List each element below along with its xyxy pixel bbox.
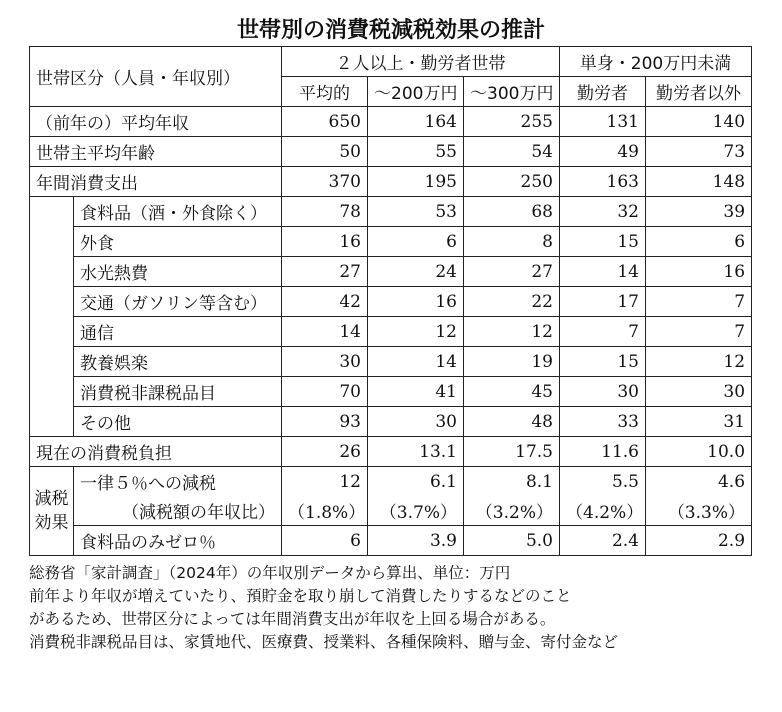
cell: 8: [464, 227, 560, 257]
indent-gutter: [30, 347, 74, 377]
genzei-label: [30, 467, 74, 556]
cell: 55: [368, 137, 464, 167]
cell: 32: [560, 197, 646, 227]
group-header-multi: ２人以上・勤労者世帯: [282, 47, 560, 77]
footnotes: [29, 562, 782, 654]
cell: 17: [560, 287, 646, 317]
cell: 5.0: [464, 526, 560, 556]
cell: 250: [464, 167, 560, 197]
cell: 5.5: [560, 467, 646, 497]
cell: 11.6: [560, 437, 646, 467]
table-row: [30, 526, 752, 556]
footnote: があるため、世帯区分によっては年間消費支出が年収を上回る場合がある。: [29, 610, 556, 628]
genzei-label-line2: 効果: [34, 513, 69, 533]
table-row: [30, 377, 752, 407]
cell: 15: [560, 347, 646, 377]
indent-gutter: [30, 197, 74, 227]
cell: 22: [464, 287, 560, 317]
cell: 14: [282, 317, 368, 347]
page-title: 世帯別の消費税減税効果の推計: [236, 18, 545, 43]
row-label: 水光熱費: [74, 257, 282, 287]
cell: 10.0: [646, 437, 752, 467]
cell: 27: [282, 257, 368, 287]
row-label: 一律５％への減税: [74, 467, 282, 497]
cell: 3.9: [368, 526, 464, 556]
cell: 12: [282, 467, 368, 497]
row-sublabel: （減税額の年収比）: [74, 496, 282, 526]
footnote: 総務省「家計調査」（2024年）の年収別データから算出、単位：万円: [29, 564, 511, 582]
row-label: 食料品（酒・外食除く）: [74, 197, 282, 227]
table-row: [30, 407, 752, 437]
row-label: 食料品のみゼロ％: [74, 526, 282, 556]
cell: 2.9: [646, 526, 752, 556]
table-row: [30, 167, 752, 197]
indent-gutter: [30, 377, 74, 407]
cell: 148: [646, 167, 752, 197]
indent-gutter: [30, 257, 74, 287]
cell: 17.5: [464, 437, 560, 467]
cell: 195: [368, 167, 464, 197]
cell: 68: [464, 197, 560, 227]
indent-gutter: [30, 407, 74, 437]
table-row: [30, 227, 752, 257]
cell: 12: [368, 317, 464, 347]
table-row: [30, 496, 752, 526]
cell: 14: [560, 257, 646, 287]
cell: 31: [646, 407, 752, 437]
row-label: 年間消費支出: [30, 167, 282, 197]
row-label: 交通（ガソリン等含む）: [74, 287, 282, 317]
cell: 140: [646, 107, 752, 137]
genzei-label-line1: 減税: [34, 489, 69, 509]
row-label: 教養娯楽: [74, 347, 282, 377]
cell: 33: [560, 407, 646, 437]
cell: 6: [368, 227, 464, 257]
cell: 2.4: [560, 526, 646, 556]
cell: 164: [368, 107, 464, 137]
cell: 30: [646, 377, 752, 407]
cell: 41: [368, 377, 464, 407]
table-row: [30, 197, 752, 227]
cell: 16: [368, 287, 464, 317]
cell: （3.2%）: [464, 496, 560, 526]
cell: 12: [646, 347, 752, 377]
table-row: [30, 347, 752, 377]
cell: （3.7%）: [368, 496, 464, 526]
cell: 30: [560, 377, 646, 407]
cell: 45: [464, 377, 560, 407]
col-header: 平均的: [282, 77, 368, 107]
col-header: 〜300万円: [464, 77, 560, 107]
cell: （3.3%）: [646, 496, 752, 526]
cell: 15: [560, 227, 646, 257]
table-row: [30, 287, 752, 317]
cell: 12: [464, 317, 560, 347]
row-label: 消費税非課税品目: [74, 377, 282, 407]
cell: 24: [368, 257, 464, 287]
row-label: （前年の）平均年収: [30, 107, 282, 137]
row-label: 世帯主平均年齢: [30, 137, 282, 167]
cell: 255: [464, 107, 560, 137]
cell: 7: [560, 317, 646, 347]
footnote: 前年より年収が増えていたり、預貯金を取り崩して消費したりするなどのこと: [29, 587, 572, 605]
cell: 13.1: [368, 437, 464, 467]
cell: （1.8%）: [282, 496, 368, 526]
cell: 14: [368, 347, 464, 377]
cell: 370: [282, 167, 368, 197]
col-header: 〜200万円: [368, 77, 464, 107]
cell: 48: [464, 407, 560, 437]
cell: 6: [646, 227, 752, 257]
cell: 93: [282, 407, 368, 437]
cell: 50: [282, 137, 368, 167]
indent-gutter: [30, 227, 74, 257]
table-row: [30, 257, 752, 287]
cell: 26: [282, 437, 368, 467]
cell: 49: [560, 137, 646, 167]
table-row: [30, 137, 752, 167]
cell: 19: [464, 347, 560, 377]
col-header: 勤労者: [560, 77, 646, 107]
cell: 163: [560, 167, 646, 197]
cell: 53: [368, 197, 464, 227]
cell: 78: [282, 197, 368, 227]
table-row: [30, 467, 752, 497]
cell: 4.6: [646, 467, 752, 497]
cell: 27: [464, 257, 560, 287]
row-label: 外食: [74, 227, 282, 257]
category-header: 世帯区分（人員・年収別）: [30, 47, 282, 107]
col-header: 勤労者以外: [646, 77, 752, 107]
cell: 73: [646, 137, 752, 167]
cell: 131: [560, 107, 646, 137]
cell: （4.2%）: [560, 496, 646, 526]
cell: 16: [646, 257, 752, 287]
cell: 6: [282, 526, 368, 556]
cell: 7: [646, 317, 752, 347]
indent-gutter: [30, 317, 74, 347]
footnote: 消費税非課税品目は、家賃地代、医療費、授業料、各種保険料、贈与金、寄付金など: [29, 633, 619, 651]
cell: 39: [646, 197, 752, 227]
indent-gutter: [30, 287, 74, 317]
cell: 8.1: [464, 467, 560, 497]
cell: 42: [282, 287, 368, 317]
cell: 30: [368, 407, 464, 437]
table-row: [30, 437, 752, 467]
cell: 6.1: [368, 467, 464, 497]
row-label: 通信: [74, 317, 282, 347]
table-row: [30, 317, 752, 347]
table-row: [30, 107, 752, 137]
tax-effect-table: [29, 46, 752, 556]
cell: 70: [282, 377, 368, 407]
header-row-1: [30, 47, 752, 77]
row-label: その他: [74, 407, 282, 437]
group-header-single: 単身・200万円未満: [560, 47, 752, 77]
cell: 16: [282, 227, 368, 257]
cell: 7: [646, 287, 752, 317]
cell: 30: [282, 347, 368, 377]
cell: 650: [282, 107, 368, 137]
row-label: 現在の消費税負担: [30, 437, 282, 467]
cell: 54: [464, 137, 560, 167]
